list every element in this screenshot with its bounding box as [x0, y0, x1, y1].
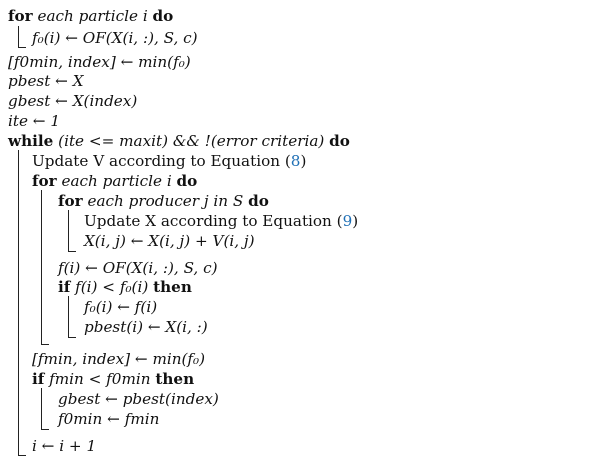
keyword-while: while	[8, 132, 54, 150]
for-particle-block-end	[41, 344, 49, 345]
keyword-do: do	[329, 132, 350, 150]
gbest-init-line: gbest ← X(index)	[8, 92, 138, 110]
keyword-if: if	[32, 370, 45, 388]
block-end-init	[18, 47, 26, 48]
update-x-text: Update X according to Equation (	[84, 212, 343, 230]
loop-subject: each particle i	[61, 172, 172, 190]
update-f0-line: f₀(i) ← f(i)	[84, 298, 158, 316]
init-fitness-line: f₀(i) ← OF(X(i, :), S, c)	[32, 29, 198, 47]
for-particle-line-1	[8, 6, 173, 26]
min-f0-line: [f0min, index] ← min(f₀)	[8, 53, 191, 71]
update-pbest-line: pbest(i) ← X(i, :)	[84, 318, 208, 336]
update-v-text: Update V according to Equation (	[32, 152, 291, 170]
loop-subject: each particle i	[37, 7, 148, 25]
global-condition: fmin < f0min	[49, 370, 151, 388]
while-line	[8, 131, 350, 151]
update-v-close: )	[300, 152, 307, 170]
producer-loop-subject: each producer j in S	[87, 192, 244, 210]
for-producer-line	[58, 191, 269, 211]
update-x-close: )	[352, 212, 359, 230]
equation-ref-8[interactable]: 8	[290, 152, 301, 170]
keyword-do: do	[176, 172, 198, 190]
min-f-line: [fmin, index] ← min(f₀)	[32, 350, 206, 368]
equation-ref-9[interactable]: 9	[342, 212, 353, 230]
keyword-then: then	[153, 278, 192, 296]
update-x-line	[84, 211, 358, 231]
update-f0min-line: f0min ← fmin	[58, 410, 160, 428]
for-particle-line-2	[32, 171, 197, 191]
position-update-line: X(i, j) ← X(i, j) + V(i, j)	[84, 232, 255, 250]
if-global-line	[32, 369, 194, 389]
if-global-block-bar	[41, 388, 42, 429]
for-producer-block-bar	[68, 210, 69, 251]
keyword-then: then	[155, 370, 195, 388]
keyword-if: if	[58, 278, 71, 296]
update-v-line	[32, 151, 306, 171]
evaluate-fitness-line: f(i) ← OF(X(i, :), S, c)	[58, 259, 218, 277]
keyword-do: do	[152, 7, 174, 25]
update-gbest-line: gbest ← pbest(index)	[58, 390, 219, 408]
keyword-for: for	[32, 172, 57, 190]
while-condition: (ite <= maxit) && !(error criteria)	[58, 132, 325, 150]
if-improved-block-bar	[68, 296, 69, 337]
pbest-init-line: pbest ← X	[8, 72, 84, 90]
if-global-block-end	[41, 429, 49, 430]
while-block-end	[18, 455, 26, 456]
ite-init-line: ite ← 1	[8, 112, 60, 130]
for-producer-block-end	[68, 251, 76, 252]
if-improved-line	[58, 277, 192, 297]
block-bar-init	[18, 26, 19, 47]
keyword-do: do	[248, 192, 269, 210]
for-particle-block-bar	[41, 190, 42, 344]
keyword-for: for	[8, 7, 33, 25]
increment-line: i ← i + 1	[32, 437, 97, 455]
while-block-bar	[18, 150, 19, 455]
if-improved-block-end	[68, 337, 76, 338]
if-condition: f(i) < f₀(i)	[75, 278, 149, 296]
keyword-for: for	[58, 192, 83, 210]
